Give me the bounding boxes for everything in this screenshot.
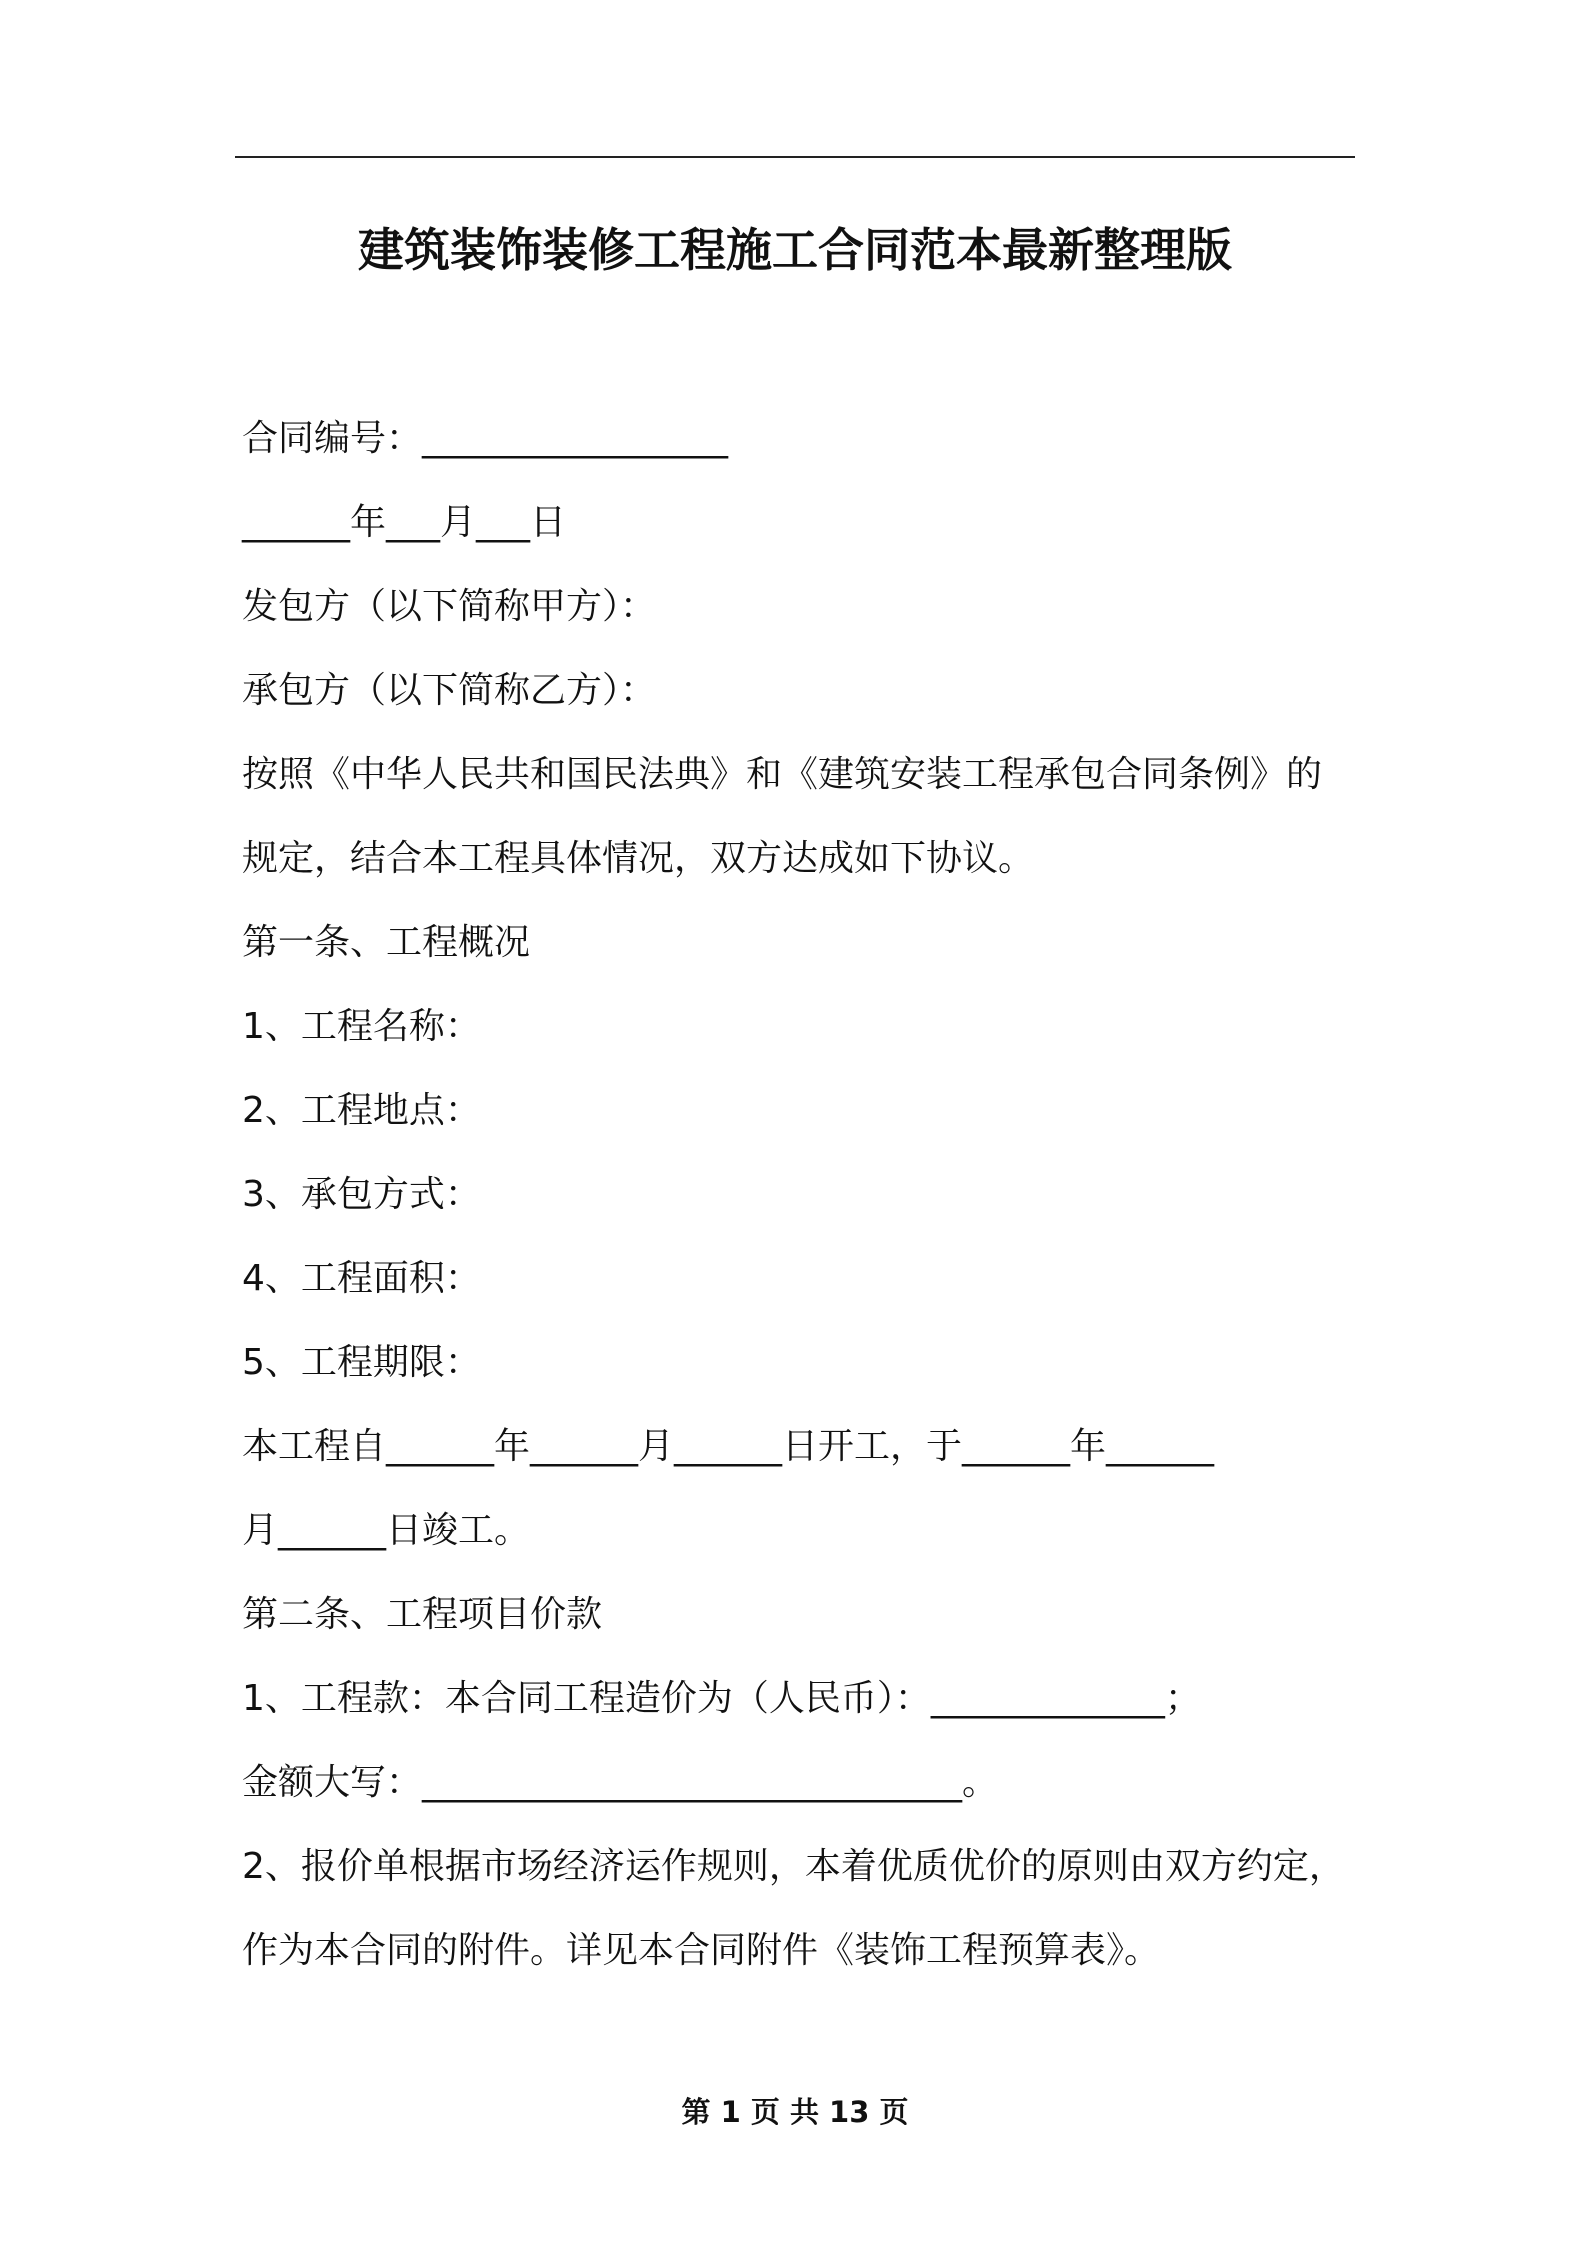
text-line: 1、工程款：本合同工程造价为（人民币）：_____________； bbox=[242, 1678, 1201, 1719]
text-line: 1、工程名称： bbox=[242, 1006, 481, 1047]
text-line: 5、工程期限： bbox=[242, 1342, 481, 1383]
text-line: 承包方（以下简称乙方）： bbox=[242, 670, 657, 711]
text-line: 合同编号：_________________ bbox=[242, 418, 729, 459]
header-rule bbox=[235, 156, 1355, 158]
text-line: 2、工程地点： bbox=[242, 1090, 481, 1131]
document-title: 建筑装饰装修工程施工合同范本最新整理版 bbox=[358, 223, 1232, 277]
text-line: 规定，结合本工程具体情况，双方达成如下协议。 bbox=[242, 838, 1035, 879]
text-line: 按照《中华人民共和国民法典》和《建筑安装工程承包合同条例》的 bbox=[242, 754, 1323, 795]
text-line: 2、报价单根据市场经济运作规则，本着优质优价的原则由双方约定， bbox=[242, 1846, 1345, 1887]
section-heading: 第二条、工程项目价款 bbox=[242, 1594, 603, 1635]
text-line: 3、承包方式： bbox=[242, 1174, 481, 1215]
text-line: 本工程自______年______月______日开工，于______年______ bbox=[242, 1426, 1215, 1467]
text-line: 4、工程面积： bbox=[242, 1258, 481, 1299]
text-line: 作为本合同的附件。详见本合同附件《装饰工程预算表》。 bbox=[242, 1930, 1161, 1971]
section-heading: 第一条、工程概况 bbox=[242, 922, 531, 963]
text-line: 发包方（以下简称甲方）： bbox=[242, 586, 657, 627]
text-line: ______年___月___日 bbox=[242, 502, 567, 543]
text-line: 金额大写：______________________________。 bbox=[242, 1762, 999, 1803]
text-line: 月______日竣工。 bbox=[242, 1510, 531, 1551]
page-number-footer: 第 1 页 共 13 页 bbox=[681, 2095, 909, 2129]
document-body bbox=[242, 397, 1362, 1993]
